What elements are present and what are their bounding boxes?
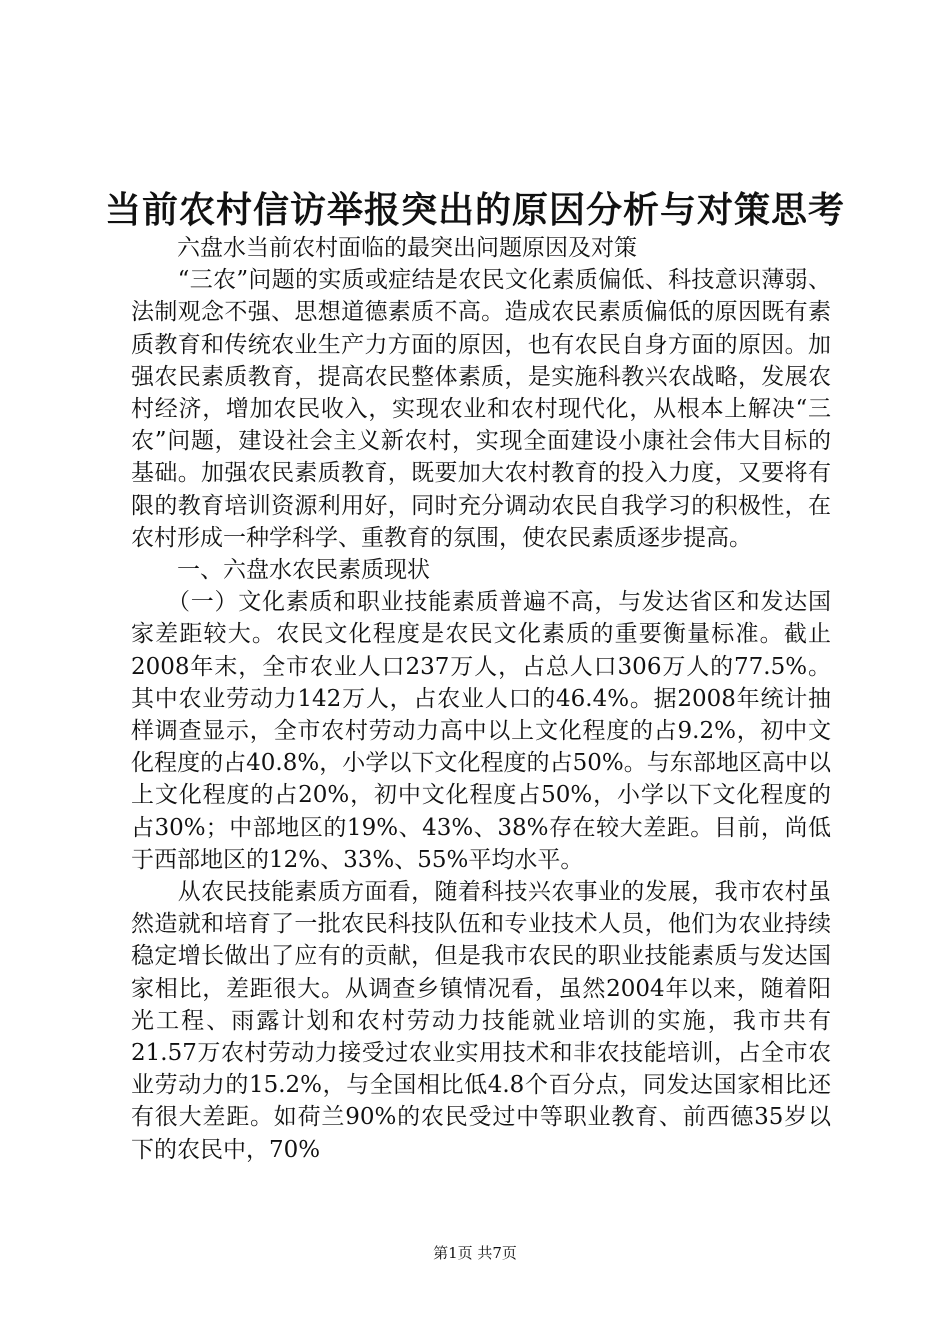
intro-paragraph: “三农”问题的实质或症结是农民文化素质偏低、科技意识薄弱、法制观念不强、思想道德素质不高。造成农民素质偏低的原因既有素质教育和传统农业生产力方面的原因，也有农民自身方面的原因。加强农民素质教育，提高农民整体素质，是实施科教兴农战略，发展农村经济，增加农民收入，实现农业和农村现代化，从根本上解决“三农”问题，建设社会主义新农村，实现全面建设小康社会伟大目标的基础。加强农民素质教育，既要加大农村教育的投入力度，又要将有限的教育培训资源利用好，同时充分调动农民自我学习的积极性，在农村形成一种学科学、重教育的氛围，使农民素质逐步提高。: [131, 267, 831, 551]
document-title: 当前农村信访举报突出的原因分析与对策思考: [104, 189, 845, 231]
education-status-paragraph: （一）文化素质和职业技能素质普遍不高，与发达省区和发达国家差距较大。农民文化程度是农民文化素质的重要衡量标准。截止2008年末，全市农业人口237万人，占总人口306万人的77.5%。其中农业劳动力142万人，占农业人口的46.4%。据2008年统计抽样调查显示，全市农村劳动力高中以上文化程度的占9.2%，初中文化程度的占40.8%，小学以下文化程度的占50%。与东部地区高中以上文化程度的占20%，初中文化程度占50%，小学以下文化程度的占30%；中部地区的19%、43%、38%存在较大差距。目前，尚低于西部地区的12%、33%、55%平均水平。: [131, 589, 831, 873]
document-body: [131, 232, 831, 1166]
section-heading: 一、六盘水农民素质现状: [131, 557, 430, 584]
subtitle-paragraph: 六盘水当前农村面临的最突出问题原因及对策: [131, 235, 637, 261]
skills-paragraph: 从农民技能素质方面看，随着科技兴农事业的发展，我市农村虽然造就和培育了一批农民科技队伍和专业技术人员，他们为农业持续稳定增长做出了应有的贡献，但是我市农民的职业技能素质与发达国家相比，差距很大。从调查乡镇情况看，虽然2004年以来，随着阳光工程、雨露计划和农村劳动力技能就业培训的实施，我市共有21.57万农村劳动力接受过农业实用技术和非农技能培训，占全市农业劳动力的15.2%，与全国相比低4.8个百分点，同发达国家相比还有很大差距。如荷兰90%的农民受过中等职业教育、前西德35岁以下的农民中，70%: [131, 879, 831, 1163]
page-number: 第1页 共7页: [433, 1244, 517, 1262]
